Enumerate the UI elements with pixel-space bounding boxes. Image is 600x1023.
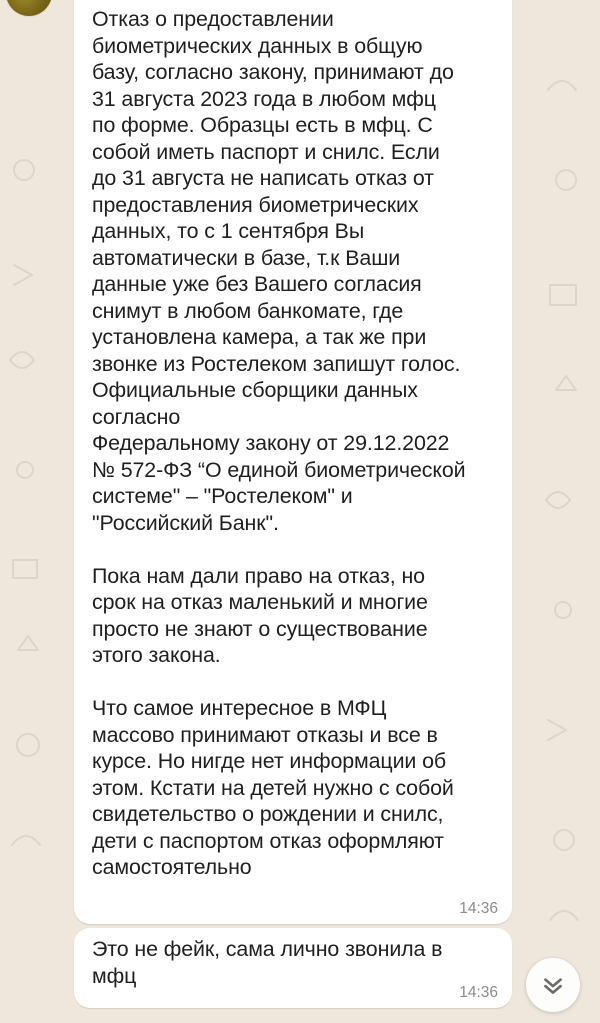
message-text: Отказ о предоставлении биометрических данных в общую базу, согласно закону, принимают до 31 августа 2023 года в любом мфц по форме. Образцы есть в мфц. С собой иметь паспорт и снилс. Если до 31 августа не написать отказ от предоставления биометрических данных, то с 1 сентября Вы автоматически в базе, т.к Ваши данные уже без Вашего согласия снимут в любом банкомате, где установлена камера, а так же при звонке из Ростелеком запишут голос. Официальные сборщики данных согласно Федеральному закону от 29.12.2022 № 572-ФЗ “О единой биометрической системе" – "Ростелеком" и "Российский Банк". Пока нам дали право на отказ, но срок на отказ маленький и многие просто не знают о существование этого закона. Что самое интересное в МФЦ массово принимают отказы и все в курсе. Но нигде нет информации об этом. Кстати на детей нужно с собой свидетельство о рождении и снилс, дети с паспортом отказ оформляют самостоятельно [92, 7, 466, 879]
chevron-double-down-icon [540, 972, 566, 998]
message-time: 14:36 [459, 900, 498, 917]
message-text: Это не фейк, сама лично звонила в мфц [92, 937, 443, 988]
message-time: 14:36 [459, 984, 498, 1001]
message-bubble[interactable] [74, 928, 512, 1008]
message-bubble[interactable] [74, 0, 512, 924]
scroll-down-button[interactable] [526, 958, 580, 1012]
